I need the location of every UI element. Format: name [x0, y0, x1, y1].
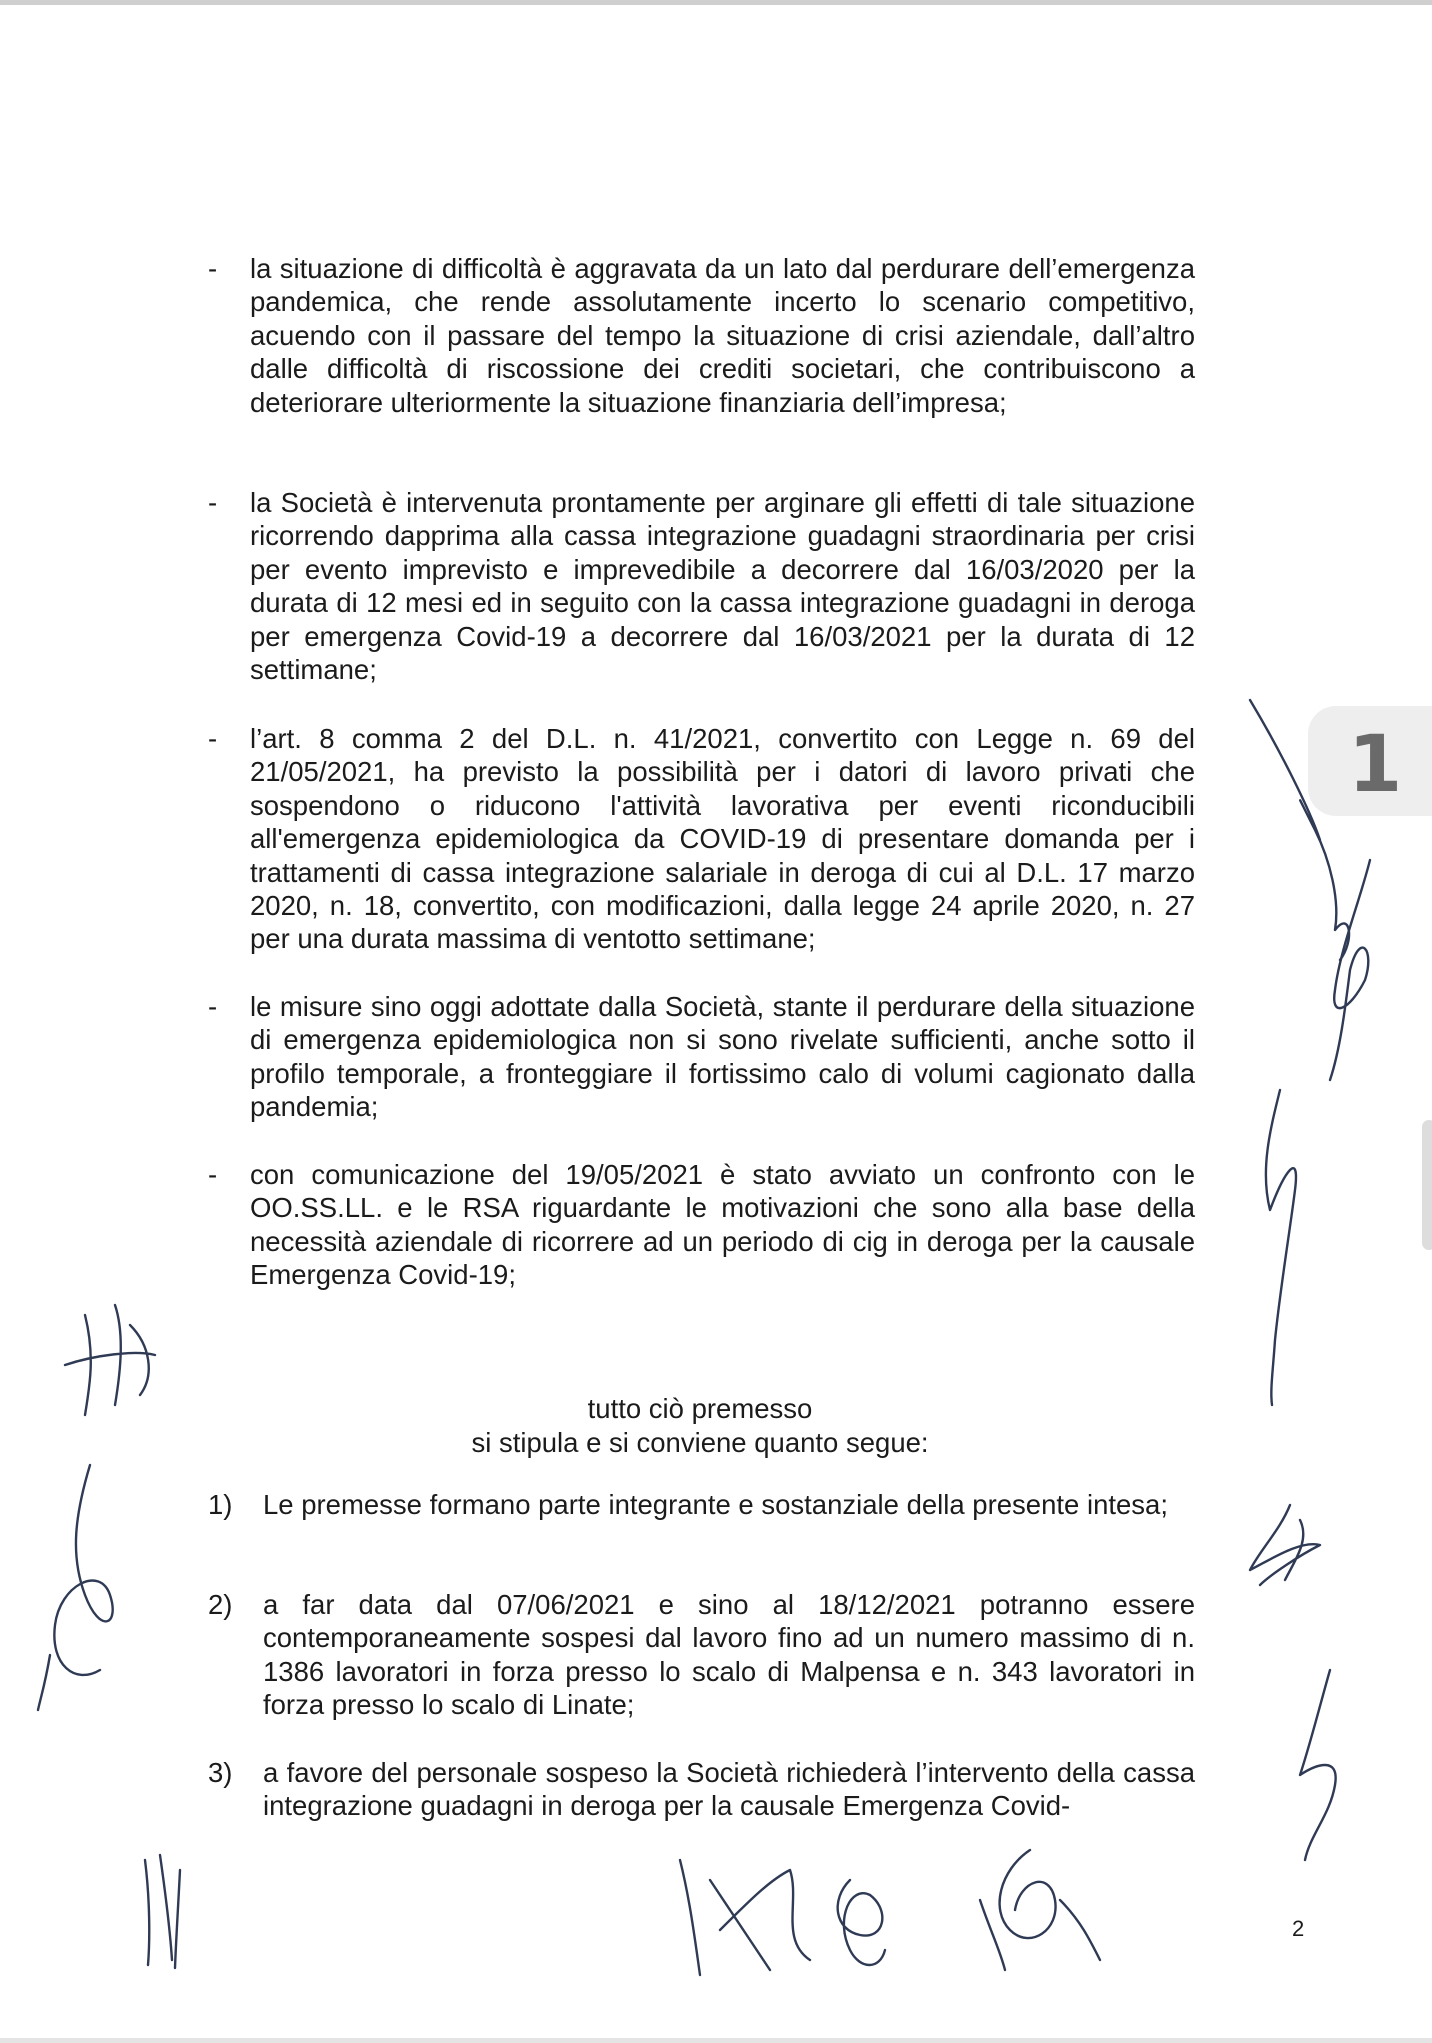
transition-line-2: si stipula e si conviene quanto segue:	[471, 1427, 929, 1458]
signature-stroke	[980, 1850, 1100, 1970]
premise-text: la Società è intervenuta prontamente per arginare gli effetti di tale situazione ricorrendo dapprima alla cassa integrazione guadagni straordinaria per crisi per evento imprevisto e imprevedibile a decorrere dal 16/03/2020 per la durata di 12 mesi ed in seguito con la cassa integrazione guadagni in deroga per emergenza Covid-19 a decorrere dal 16/03/2021 per la durata di 12 settimane;	[250, 487, 1195, 686]
clause-text: a far data dal 07/06/2021 e sino al 18/12/2021 potranno essere contemporaneamente sospesi dal lavoro fino ad un numero massimo di n. 1386 lavoratori in forza presso lo scalo di Malpensa e n. 343 lavoratori in forza presso lo scalo di Linate;	[263, 1589, 1195, 1721]
signature-stroke	[1300, 1670, 1336, 1860]
viewer-page-tab-label: 1	[1348, 720, 1403, 810]
list-marker: -	[208, 1159, 218, 1190]
premise-text: la situazione di difficoltà è aggravata da un lato dal perdurare dell’emergenza pandemica, che rende assolutamente incerto lo scenario competitivo, acuendo con il passare del tempo la situazione di crisi aziendale, dall’altro dalle difficoltà di riscossione dei crediti societari, che contribuiscono a deteriorare ulteriormente la situazione finanziaria dell’impresa;	[250, 253, 1195, 418]
list-marker: -	[208, 487, 218, 518]
clause-text: Le premesse formano parte integrante e sostanziale della presente intesa;	[263, 1489, 1168, 1520]
premise-text: le misure sino oggi adottate dalla Società, stante il perdurare della situazione di emergenza epidemiologica non si sono rivelate sufficienti, anche sotto il profilo temporale, a fronteggiare il fortissimo calo di volumi cagionato dalla pandemia;	[250, 991, 1195, 1123]
signature-right-top	[1240, 690, 1403, 1410]
signature-stroke	[1266, 1090, 1296, 1405]
list-marker: -	[208, 991, 218, 1022]
transition-line-1: tutto ciò premesso	[587, 1393, 813, 1424]
signature-right-mid	[1240, 1500, 1340, 1590]
bottom-edge	[0, 2038, 1432, 2043]
clause-number: 3)	[208, 1757, 233, 1788]
signature-right-bottom	[1280, 1665, 1350, 1865]
premise-text: con comunicazione del 19/05/2021 è stato avviato un confronto con le OO.SS.LL. e le RSA riguardante le motivazioni che sono alla base della necessità aziendale di ricorrere ad un periodo di cig in deroga per la causale Emergenza Covid-19;	[250, 1159, 1195, 1291]
page-number: 2	[1292, 1916, 1305, 1941]
signature-stroke	[1250, 1505, 1320, 1585]
premise-text: l’art. 8 comma 2 del D.L. n. 41/2021, convertito con Legge n. 69 del 21/05/2021, ha previsto la possibilità per i datori di lavoro privati che sospendono o riducono l'attività lavorativa per eventi riconducibili all'emergenza epidemiologica da COVID-19 di presentare domanda per i trattamenti di cassa integrazione salariale in deroga di cui al D.L. 17 marzo 2020, n. 18, convertito, con modificazioni, dalla legge 24 aprile 2020, n. 27 per una durata massima di ventotto settimane;	[250, 723, 1195, 955]
signature-bottom-left	[130, 1850, 200, 1970]
signature-stroke	[38, 1465, 113, 1710]
list-marker: -	[208, 253, 218, 284]
signature-stroke	[1250, 700, 1349, 960]
clause-number: 2)	[208, 1589, 233, 1620]
scroll-handle[interactable]	[1422, 1120, 1432, 1250]
clause-text: a favore del personale sospeso la Società richiederà l’intervento della cassa integrazione guadagni in deroga per la causale Emergenza Covid-	[263, 1757, 1195, 1822]
signature-bottom-center	[660, 1840, 1120, 1980]
signature-stroke	[65, 1305, 155, 1415]
signature-stroke	[680, 1860, 810, 1975]
list-marker: -	[208, 723, 218, 754]
clause-number: 1)	[208, 1489, 233, 1520]
signature-left-mid	[30, 1455, 150, 1715]
top-edge	[0, 0, 1432, 5]
signature-stroke	[145, 1855, 180, 1968]
signature-left-top	[55, 1295, 165, 1425]
signature-stroke	[838, 1880, 885, 1965]
